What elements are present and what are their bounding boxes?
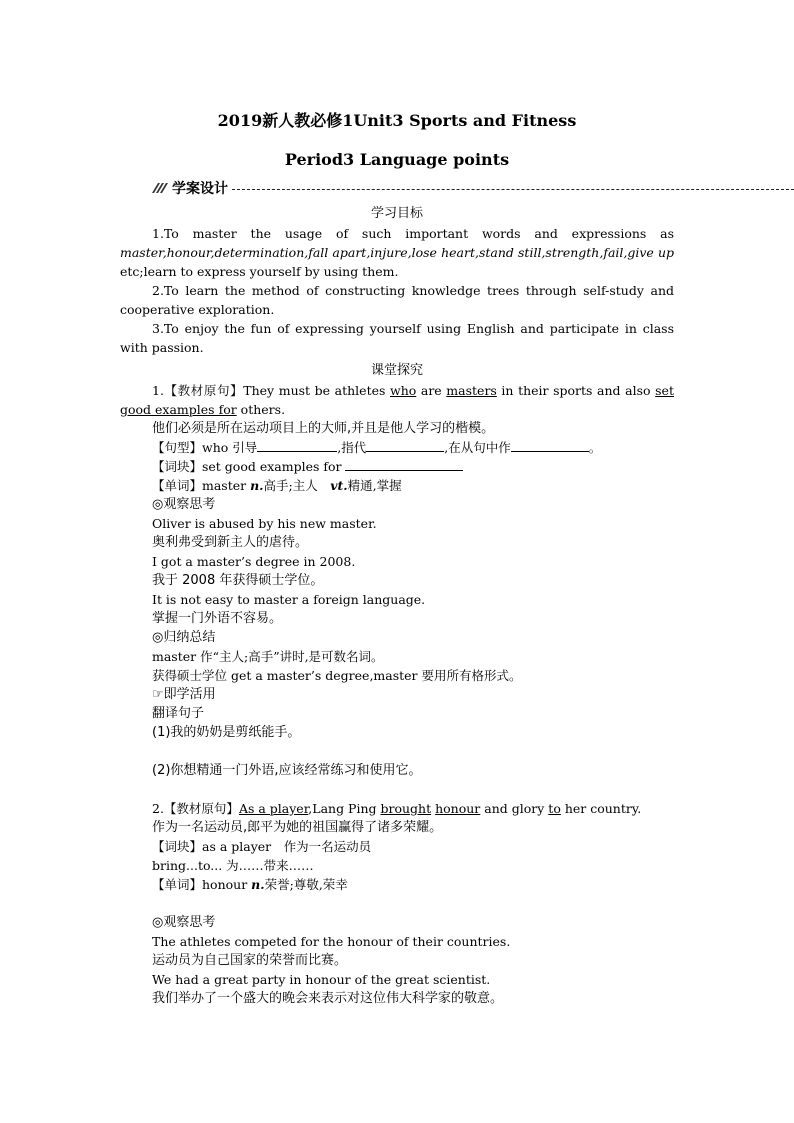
item-1-source-sentence: 1.【教材原句】They must be athletes who are masters in their sports and also set good examples for others. bbox=[120, 383, 674, 417]
item-1-word: 【单词】master n.高手;主人 vt.精通,掌握 bbox=[152, 478, 402, 493]
blank-field[interactable] bbox=[345, 458, 463, 471]
goal-3: 3.To enjoy the fun of expressing yourself using English and participate in class with passion. bbox=[120, 321, 674, 355]
blank-field[interactable] bbox=[257, 439, 337, 452]
summary-line: master 作“主人;高手”讲时,是可数名词。 bbox=[152, 649, 384, 664]
dashed-divider bbox=[232, 189, 794, 190]
translate-question-2: (2)你想精通一门外语,应该经常练习和使用它。 bbox=[152, 763, 422, 778]
item-2-phrase: bring...to... 为……带来…… bbox=[152, 858, 314, 873]
practice-heading: ☞即学活用 bbox=[152, 687, 216, 702]
example-translation: 我们举办了一个盛大的晚会来表示对这位伟大科学家的敬意。 bbox=[152, 991, 504, 1006]
observe-heading: ◎观察思考 bbox=[152, 497, 216, 512]
section-banner bbox=[150, 178, 794, 198]
goals-heading: 学习目标 bbox=[370, 206, 423, 221]
item-2-source-sentence: 2.【教材原句】As a player,Lang Ping brought honour and glory to her country. bbox=[152, 801, 642, 816]
spacer bbox=[120, 894, 674, 913]
example-translation: 掌握一门外语不容易。 bbox=[152, 611, 283, 626]
goal-1-words: master,honour,determination,fall apart,injure,lose heart,stand still,strength,fail,give up bbox=[120, 245, 674, 260]
blank-field[interactable] bbox=[366, 439, 444, 452]
item-2-chunk: 【词块】as a player 作为一名运动员 bbox=[152, 839, 372, 854]
banner-label: 学案设计 bbox=[172, 181, 228, 197]
translate-heading: 翻译句子 bbox=[152, 706, 205, 721]
item-1-pattern: 【句型】who 引导 ,指代 ,在从句中作 。 bbox=[152, 440, 602, 455]
observe-heading: ◎观察思考 bbox=[152, 915, 216, 930]
blank-field[interactable] bbox=[511, 439, 589, 452]
content bbox=[120, 204, 674, 1008]
item-1-translation: 他们必须是所在运动项目上的大师,并且是他人学习的楷模。 bbox=[152, 421, 495, 436]
example-sentence: I got a master’s degree in 2008. bbox=[152, 554, 356, 569]
document-title: 2019新人教必修1Unit3 Sports and Fitness bbox=[217, 111, 577, 130]
example-sentence: The athletes competed for the honour of their countries. bbox=[152, 934, 511, 949]
answer-space[interactable] bbox=[120, 742, 674, 761]
summary-line: 获得硕士学位 get a master’s degree,master 要用所有格形式。 bbox=[152, 668, 522, 683]
explore-heading: 课堂探究 bbox=[370, 363, 423, 378]
goal-1: 1.To master the usage of such important words and expressions as master,honour,determination,fall apart,injure,lose heart,stand still,strength,fail,give up etc;learn to express yourself by using them. bbox=[120, 226, 674, 279]
example-sentence: Oliver is abused by his new master. bbox=[152, 516, 377, 531]
document-subtitle: Period3 Language points bbox=[284, 150, 510, 169]
example-sentence: We had a great party in honour of the great scientist. bbox=[152, 972, 491, 987]
item-1-chunk: 【词块】set good examples for bbox=[120, 457, 674, 476]
stripes-icon bbox=[150, 182, 168, 194]
example-translation: 奥利弗受到新主人的虐待。 bbox=[152, 535, 309, 550]
example-sentence: It is not easy to master a foreign language. bbox=[152, 592, 426, 607]
example-translation: 我于 2008 年获得硕士学位。 bbox=[152, 573, 324, 588]
example-translation: 运动员为自己国家的荣誉而比赛。 bbox=[152, 953, 348, 968]
translate-question-1: (1)我的奶奶是剪纸能手。 bbox=[152, 725, 301, 740]
summary-heading: ◎归纳总结 bbox=[152, 630, 216, 645]
item-2-word: 【单词】honour n.荣誉;尊敬,荣幸 bbox=[152, 877, 348, 892]
item-2-translation: 作为一名运动员,郎平为她的祖国赢得了诸多荣耀。 bbox=[152, 820, 443, 835]
goal-2: 2.To learn the method of constructing knowledge trees through self-study and cooperative exploration. bbox=[120, 283, 674, 317]
answer-space[interactable] bbox=[120, 780, 674, 799]
